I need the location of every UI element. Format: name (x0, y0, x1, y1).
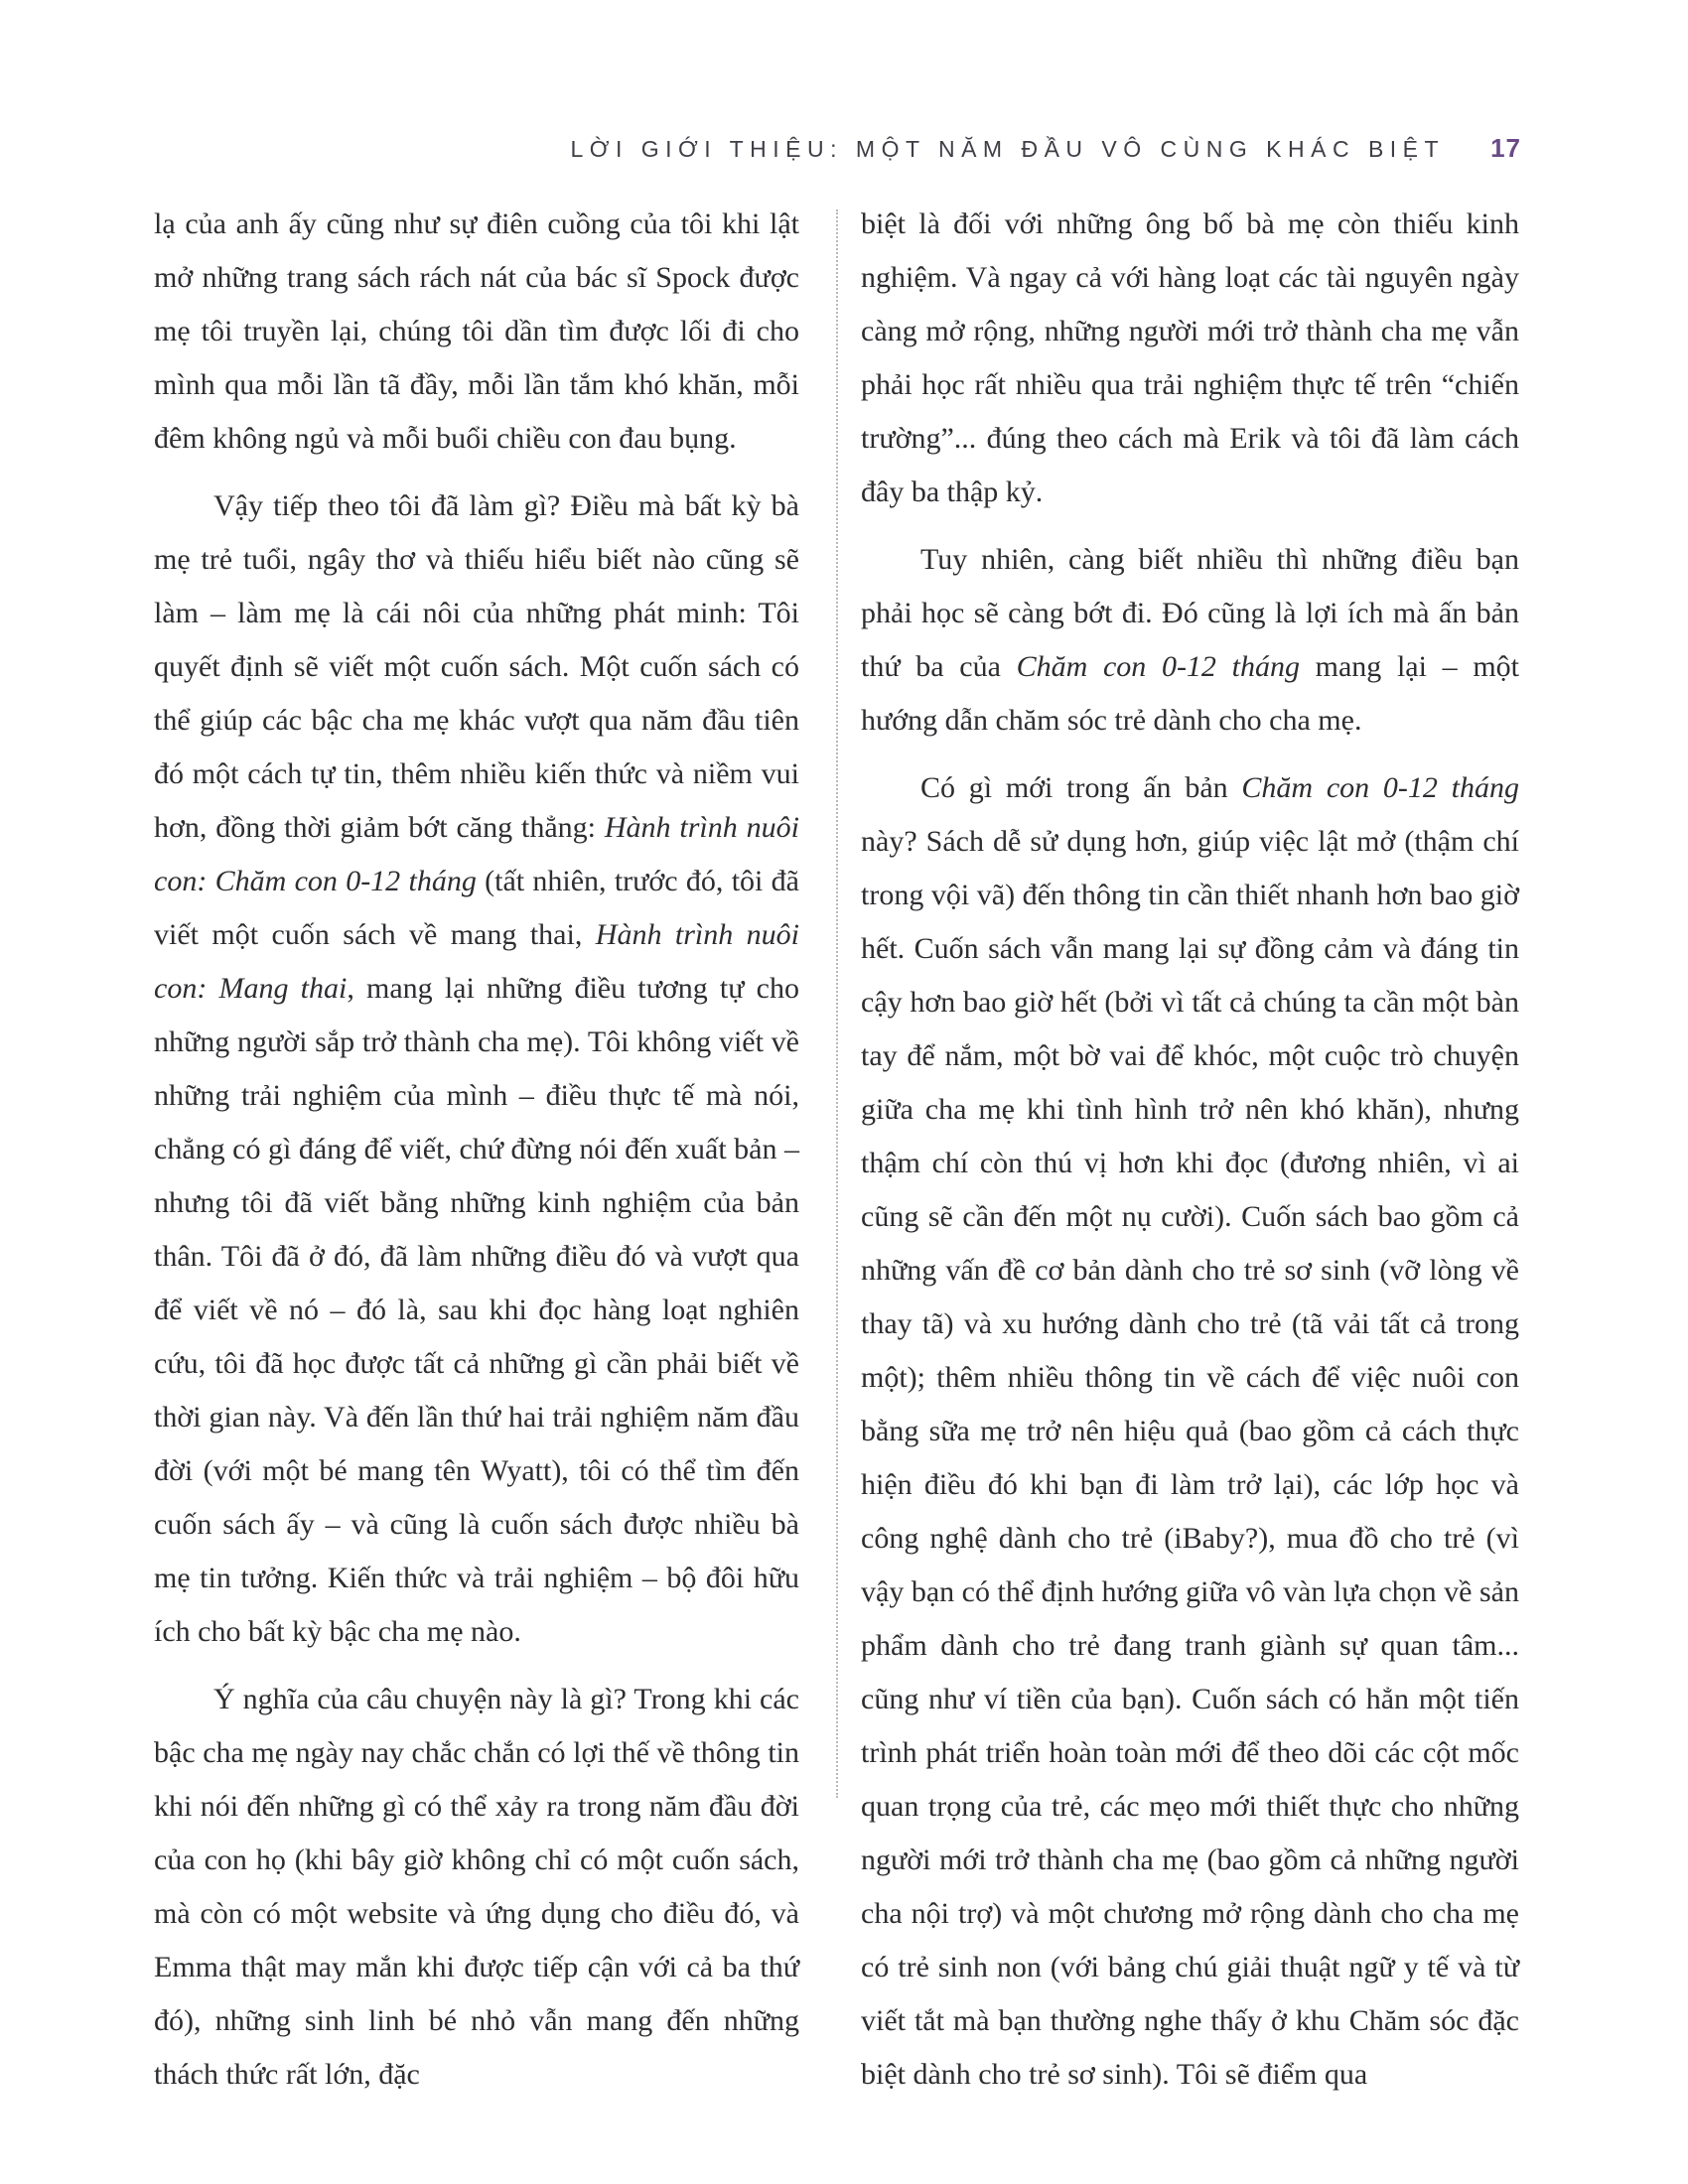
paragraph (861, 761, 1519, 2102)
running-header-title: LỜI GIỚI THIỆU: MỘT NĂM ĐẦU VÔ CÙNG KHÁC BIỆT (570, 136, 1446, 162)
paragraph (861, 198, 1519, 519)
page-number: 17 (1490, 133, 1521, 163)
body-text: Tuy nhiên, càng biết nhiều thì những điều bạn phải học sẽ càng bớt đi. Đó cũng là lợi ích mà ấn bản thứ ba của (861, 543, 1519, 683)
page-content (154, 198, 1519, 2091)
body-text: , mang lại những điều tương tự cho những người sắp trở thành cha mẹ). Tôi không viết về những trải nghiệm của mình – điều thực tế mà nói, chẳng có gì đáng để viết, chứ đừng nói đến xuất bản – nhưng tôi đã viết bằng những kinh nghiệm của bản thân. Tôi đã ở đó, đã làm những điều đó và vượt qua để viết về nó – đó là, sau khi đọc hàng loạt nghiên cứu, tôi đã học được tất cả những gì cần phải biết về thời gian này. Và đến lần thứ hai trải nghiệm năm đầu đời (với một bé mang tên Wyatt), tôi có thể tìm đến cuốn sách ấy – và cũng là cuốn sách được nhiều bà mẹ tin tưởng. Kiến thức và trải nghiệm – bộ đôi hữu ích cho bất kỳ bậc cha mẹ nào. (154, 972, 799, 1648)
text-column-left (154, 198, 799, 2116)
body-text: này? Sách dễ sử dụng hơn, giúp việc lật mở (thậm chí trong vội vã) đến thông tin cần thiết nhanh hơn bao giờ hết. Cuốn sách vẫn mang lại sự đồng cảm và đáng tin cậy hơn bao giờ hết (bởi vì tất cả chúng ta cần một bàn tay để nắm, một bờ vai để khóc, một cuộc trò chuyện giữa cha mẹ khi tình hình trở nên khó khăn), nhưng thậm chí còn thú vị hơn khi đọc (đương nhiên, vì ai cũng sẽ cần đến một nụ cười). Cuốn sách bao gồm cả những vấn đề cơ bản dành cho trẻ sơ sinh (vỡ lòng về thay tã) và xu hướng dành cho trẻ (tã vải tất cả trong một); thêm nhiều thông tin về cách để việc nuôi con bằng sữa mẹ trở nên hiệu quả (bao gồm cả cách thực hiện điều đó khi bạn đi làm trở lại), các lớp học và công nghệ dành cho trẻ (iBaby?), mua đồ cho trẻ (vì vậy bạn có thể định hướng giữa vô vàn lựa chọn về sản phẩm dành cho trẻ đang tranh giành sự quan tâm... cũng như ví tiền của bạn). Cuốn sách có hẳn một tiến trình phát triển hoàn toàn mới để theo dõi các cột mốc quan trọng của trẻ, các mẹo mới thiết thực cho những người mới trở thành cha mẹ (bao gồm cả những người cha nội trợ) và một chương mở rộng dành cho cha mẹ có trẻ sinh non (với bảng chú giải thuật ngữ y tế và từ viết tắt mà bạn thường nghe thấy ở khu Chăm sóc đặc biệt dành cho trẻ sơ sinh). Tôi sẽ điểm qua (861, 825, 1519, 2091)
paragraph (861, 533, 1519, 748)
body-text: mang lại – một hướng dẫn chăm sóc trẻ dành cho cha mẹ. (861, 650, 1519, 737)
running-header (0, 133, 1521, 164)
book-title-text: Hành trình nuôi con: Mang thai (154, 918, 799, 1005)
book-title-text: Chăm con 0-12 tháng (1241, 771, 1519, 804)
body-text: Vậy tiếp theo tôi đã làm gì? Điều mà bất kỳ bà mẹ trẻ tuổi, ngây thơ và thiếu hiểu biết nào cũng sẽ làm – làm mẹ là cái nôi của những phát minh: Tôi quyết định sẽ viết một cuốn sách. Một cuốn sách có thể giúp các bậc cha mẹ khác vượt qua năm đầu tiên đó một cách tự tin, thêm nhiều kiến thức và niềm vui hơn, đồng thời giảm bớt căng thẳng: (154, 489, 799, 844)
paragraph (154, 479, 799, 1659)
body-text: biệt là đối với những ông bố bà mẹ còn thiếu kinh nghiệm. Và ngay cả với hàng loạt các tài nguyên ngày càng mở rộng, những người mới trở thành cha mẹ vẫn phải học rất nhiều qua trải nghiệm thực tế trên “chiến trường”... đúng theo cách mà Erik và tôi đã làm cách đây ba thập kỷ. (861, 207, 1519, 508)
text-column-right (861, 198, 1519, 2116)
paragraph (154, 198, 799, 466)
book-title-text: Hành trình nuôi con: Chăm con 0-12 tháng (154, 811, 799, 897)
column-divider (836, 209, 838, 1798)
paragraph (154, 1673, 799, 2102)
body-text: lạ của anh ấy cũng như sự điên cuồng của tôi khi lật mở những trang sách rách nát của bác sĩ Spock được mẹ tôi truyền lại, chúng tôi dần tìm được lối đi cho mình qua mỗi lần tã đầy, mỗi lần tắm khó khăn, mỗi đêm không ngủ và mỗi buổi chiều con đau bụng. (154, 207, 799, 455)
body-text: Có gì mới trong ấn bản (920, 771, 1242, 804)
body-text: Ý nghĩa của câu chuyện này là gì? Trong khi các bậc cha mẹ ngày nay chắc chắn có lợi thế về thông tin khi nói đến những gì có thể xảy ra trong năm đầu đời của con họ (khi bây giờ không chỉ có một cuốn sách, mà còn có một website và ứng dụng cho điều đó, và Emma thật may mắn khi được tiếp cận với cả ba thứ đó), những sinh linh bé nhỏ vẫn mang đến những thách thức rất lớn, đặc (154, 1683, 799, 2091)
book-title-text: Chăm con 0-12 tháng (1016, 650, 1300, 683)
body-text: (tất nhiên, trước đó, tôi đã viết một cuốn sách về mang thai, (154, 865, 799, 951)
